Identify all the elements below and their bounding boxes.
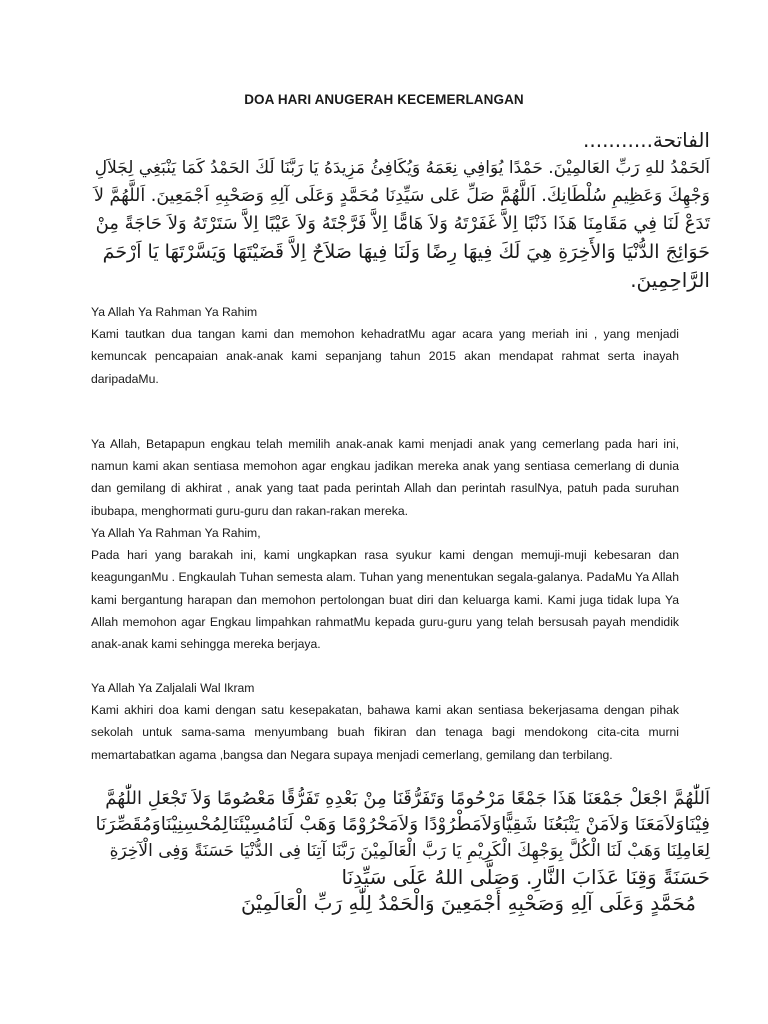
arabic-line: مُحَمَّدٍ وَعَلَى آلِهِ وَصَحْبِهِ أَجْمَعِينَ وَالْحَمْدُ لِلّٰهِ رَبِّ الْعَالَمِيْنَ bbox=[240, 891, 696, 915]
arabic-closing-prayer bbox=[94, 786, 710, 916]
arabic-line: فِيْنَاوَلاَمَعَنَا وَلاَمَنْ يَتْبَعُنَا شَقِيًّاوَلاَمَطْرُوْدًا وَلاَمَحْرُوْمًا وَهَبْ لَنَامُسِيْئَنَالِمُحْسِنِيْنَاوَمُقَصِّرَنَا bbox=[95, 814, 710, 835]
arabic-line: الرَّاحِمِينَ. bbox=[630, 268, 710, 292]
paragraph-heading: Ya Allah Ya Zaljalali Wal Ikram bbox=[91, 681, 255, 695]
paragraph-1 bbox=[91, 301, 679, 390]
paragraph-body: Pada hari yang barakah ini, kami ungkapkan rasa syukur kami dengan memuji-muji kebesaran dan keagunganMu . Engkaulah Tuhan semesta alam. Tuhan yang menentukan segala-galanya. PadaMu Ya Allah kami bergantung harapan dan memohon pertolongan buat diri dan keluarga kami. Kami juga tidak lupa Ya Allah memohon agar Engkau limpahkan rahmatMu kepada guru-guru yang telah bersusah payah mendidik anak-anak kami sehingga mereka berjaya. bbox=[91, 548, 679, 652]
arabic-line: لِعَامِلِنَا وَهَبْ لَنَا الْكُلَّ بِوَجْهِكَ الْكَرِيْمِ يَا رَبَّ الْعَالَمِيْنَ رَبَّنَا آتِنَا فِى الدُّنْيَا حَسَنَةً وَفِى الْآخِرَةِ bbox=[109, 841, 710, 861]
arabic-line: الفاتحة........... bbox=[583, 128, 710, 152]
arabic-line: اَللّٰهُمَّ اجْعَلْ جَمْعَنَا هَذَا جَمْعًا مَرْحُومًا وَتَفَرُّقَنَا مِنْ بَعْدِهِ تَفَرُّقًا مَعْصُومًا وَلاَ تَجْعَلِ اللّٰهُمَّ bbox=[105, 788, 710, 809]
paragraph-2 bbox=[91, 433, 679, 522]
arabic-line: حَسَنَةً وَقِنَا عَذَابَ النَّارِ. وَصَلَّى اللهُ عَلَى سَيِّدِنَا bbox=[341, 865, 710, 889]
paragraph-3 bbox=[91, 522, 679, 655]
paragraph-4 bbox=[91, 677, 679, 766]
paragraph-heading: Ya Allah Ya Rahman Ya Rahim, bbox=[91, 526, 261, 540]
paragraph-body: Ya Allah, Betapapun engkau telah memilih anak-anak kami menjadi anak yang cemerlang pada hari ini, namun kami akan sentiasa memohon agar engkau jadikan mereka anak yang sentiasa cemerlang di dunia dan gemilang di akhirat , anak yang taat pada perintah Allah dan perintah rasulNya, patuh pada suruhan ibubapa, menghormati guru-guru dan rakan-rakan mereka. bbox=[91, 437, 679, 518]
paragraph-heading: Ya Allah Ya Rahman Ya Rahim bbox=[91, 305, 258, 319]
arabic-line: تَدَعْ لَنَا فِي مَقَامِنَا هَذَا ذَنْبًا اِلاَّ غَفَرْتَهُ وَلاَ هَامًّا اِلاَّ فَرَّجْتَهُ وَلاَ عَيْبًا اِلاَّ سَتَرْتَهُ وَلاَ حَاجَةً مِنْ bbox=[95, 213, 710, 234]
paragraph-body: Kami tautkan dua tangan kami dan memohon kehadratMu agar acara yang meriah ini , yang menjadi kemuncak pencapaian anak-anak kami sepanjang tahun 2015 akan mendapat rahmat serta inayah daripadaMu. bbox=[91, 327, 679, 386]
arabic-line: وَجْهِكَ وَعَظِيمِ سُلْطَانِكَ. اَللَّهُمَّ صَلِّ عَلى سَيِّدِنَا مُحَمَّدٍ وَعَلَى آلِهِ وَصَحْبِهِ اَجْمَعِينَ. اَللَّهُمَّ لاَ bbox=[93, 186, 710, 206]
arabic-opening-prayer bbox=[94, 126, 710, 294]
paragraph-body: Kami akhiri doa kami dengan satu kesepakatan, bahawa kami akan sentiasa bekerjasama dengan pihak sekolah untuk sama-sama menyumbang buah fikiran dan tenaga bagi mendokong cita-cita murni memartabatkan agama ,bangsa dan Negara supaya menjadi cemerlang, gemilang dan terbilang. bbox=[91, 703, 679, 762]
arabic-line: اَلحَمْدُ للهِ رَبِّ العَالمِيْنَ. حَمْدًا يُوَافِي نِعَمَهُ وَيُكَافِئُ مَزِيدَهُ يَا رَبَّنَا لَكَ الحَمْدُ كَمَا يَنْبَغِي لِجَلاَلِ bbox=[94, 158, 710, 178]
document-title: DOA HARI ANUGERAH KECEMERLANGAN bbox=[244, 92, 524, 107]
arabic-line: حَوَائِجَ الدُّنْيَا وَالأَخِرَةِ هِيَ لَكَ فِيهَا رِضًا وَلَنَا فِيهَا صَلاَحٌ اِلاَّ قَضَيْتَهَا وَيَسَّرْتَهَا يَا اَرْحَمَ bbox=[102, 241, 710, 263]
